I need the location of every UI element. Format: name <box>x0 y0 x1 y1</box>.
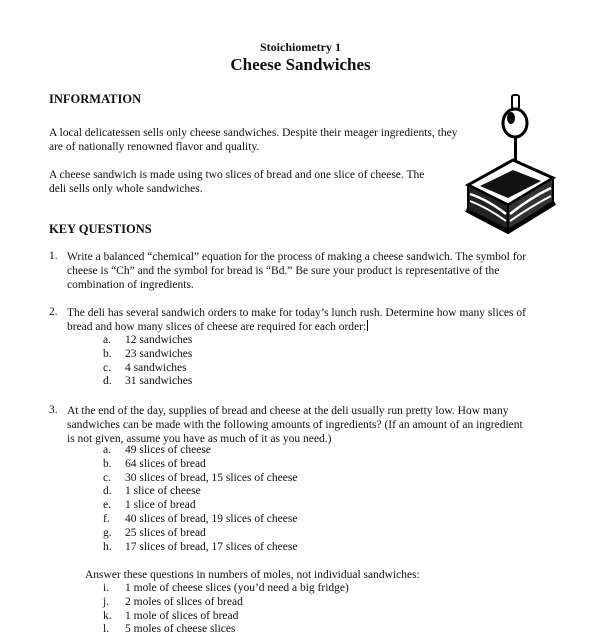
information-heading: INFORMATION <box>49 92 142 106</box>
question-3 <box>67 404 523 446</box>
list-item: l. 5 moles of cheese slices <box>103 623 236 636</box>
info-paragraph-1 <box>49 126 457 154</box>
info-p1-line2: are of nationally renowned flavor and quality. <box>49 141 260 153</box>
list-item: c. 30 slices of bread, 15 slices of cheese <box>103 471 298 484</box>
q2-line1: The deli has several sandwich orders to make for today’s lunch rush. Determine how many slices of <box>67 307 526 319</box>
q2-number: 2. <box>49 306 58 318</box>
q1-line3: combination of ingredients. <box>67 279 194 291</box>
list-item: e. 1 slice of bread <box>103 499 196 512</box>
q3-line2: sandwiches can be made with the following amounts of ingredients? (If an amount of an ingredient <box>67 419 523 431</box>
list-item: h. 17 slices of bread, 17 slices of cheese <box>103 540 298 553</box>
q2-line2-wrap <box>67 320 526 334</box>
page-title: Cheese Sandwiches <box>230 55 371 74</box>
subtitle: Stoichiometry 1 <box>260 40 341 54</box>
q2-line2: bread and how many slices of cheese are required for each order: <box>67 321 367 333</box>
q2-list <box>103 334 192 389</box>
q3-line3: is not given, assume you have as much of it as you need.) <box>67 433 332 445</box>
list-item: i. 1 mole of cheese slices (you’d need a big fridge) <box>103 582 349 594</box>
list-item: a. 49 slices of cheese <box>103 444 211 456</box>
question-1 <box>67 250 526 292</box>
info-p2-line2: deli sells only whole sandwiches. <box>49 183 203 195</box>
info-paragraph-2 <box>49 168 424 196</box>
list-item: j. 2 moles of slices of bread <box>103 595 243 608</box>
list-item: g. 25 slices of bread <box>103 526 206 539</box>
list-item: c. 4 sandwiches <box>103 361 187 374</box>
info-p2-line1: A cheese sandwich is made using two slices of bread and one slice of cheese. The <box>49 169 425 181</box>
q3-line1: At the end of the day, supplies of bread and cheese at the deli usually run pretty low. How many <box>67 405 509 417</box>
list-item: b. 23 sandwiches <box>103 347 193 360</box>
list-item: d. 31 sandwiches <box>103 375 193 388</box>
q3-list <box>103 444 297 554</box>
q3-number: 3. <box>49 404 58 416</box>
q3-mole-list <box>103 582 349 637</box>
question-2 <box>67 306 526 334</box>
list-item: k. 1 mole of slices of bread <box>103 609 239 622</box>
list-item: a. 12 sandwiches <box>103 334 193 346</box>
text-cursor <box>367 320 368 331</box>
q1-line1: Write a balanced “chemical” equation for the process of making a cheese sandwich. The symbol for <box>67 251 527 263</box>
sandwich-clipart-icon <box>458 90 558 240</box>
key-questions-heading: KEY QUESTIONS <box>49 222 152 236</box>
q1-number: 1. <box>49 250 58 262</box>
list-item: b. 64 slices of bread <box>103 457 206 470</box>
moles-intro: Answer these questions in numbers of moles, not individual sandwiches: <box>85 569 420 581</box>
list-item: d. 1 slice of cheese <box>103 485 201 498</box>
list-item: f. 40 slices of bread, 19 slices of cheese <box>103 512 298 525</box>
q1-line2: cheese is “Ch” and the symbol for bread is “Bd.” Be sure your product is representative of the <box>67 265 500 277</box>
info-p1-line1: A local delicatessen sells only cheese sandwiches. Despite their meager ingredients, they <box>49 127 458 139</box>
